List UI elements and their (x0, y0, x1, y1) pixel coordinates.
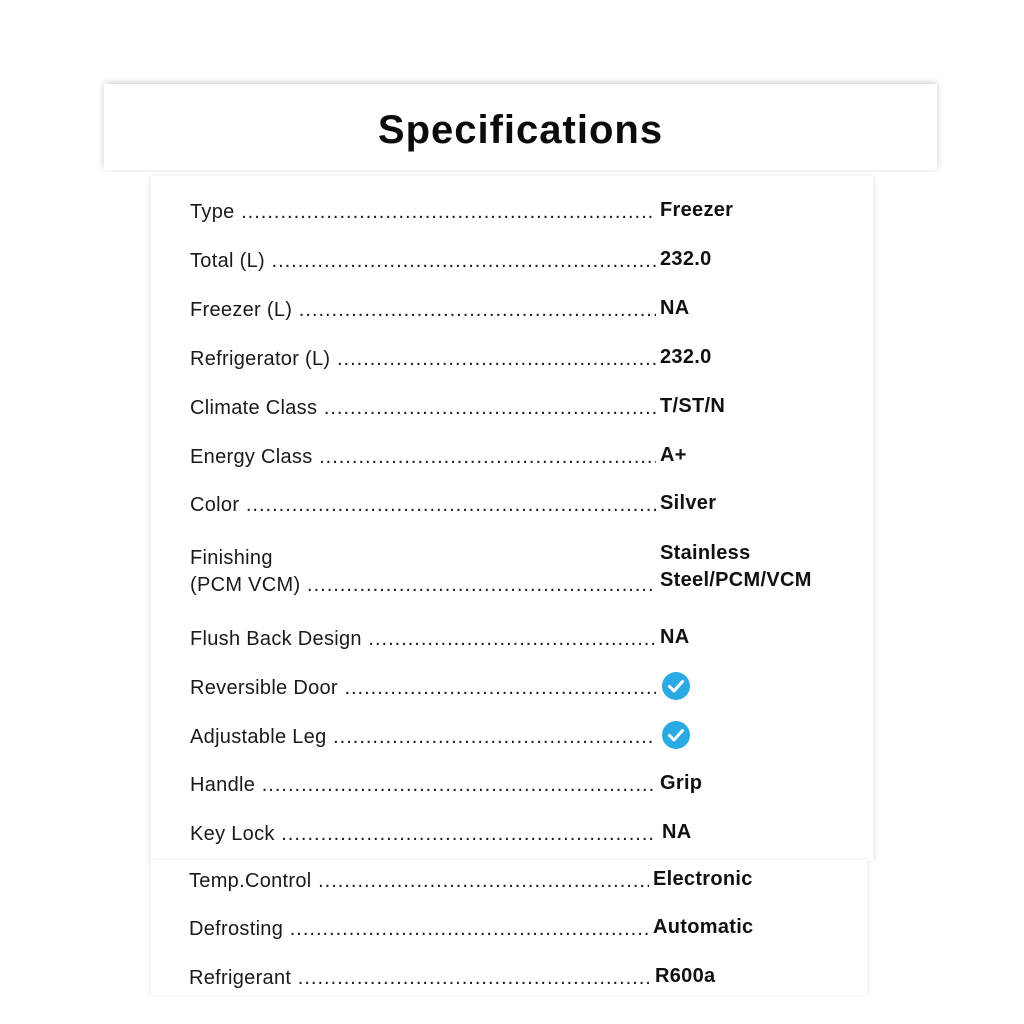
check-circle-icon (662, 672, 690, 700)
spec-label: Total (L) ..... (190, 249, 656, 273)
spec-row-refrigerator (190, 347, 870, 377)
spec-value: 232.0 (660, 346, 712, 368)
spec-value: NA (662, 821, 692, 843)
spec-row-key-lock (190, 822, 870, 852)
page-title: Specifications (377, 108, 664, 152)
spec-value: Grip (660, 772, 703, 794)
spec-label: Freezer (L) ..... (190, 298, 656, 322)
spec-row-climate-class (190, 396, 870, 426)
spec-label: Color ..... (190, 493, 656, 517)
spec-label: Type ..... (190, 200, 656, 224)
spec-value: NA (660, 626, 690, 648)
spec-row-defrosting (189, 917, 869, 947)
spec-label: Reversible Door ..... (190, 676, 656, 700)
spec-value-line2: Steel/PCM/VCM (660, 569, 812, 591)
spec-label: Climate Class ..... (190, 396, 656, 420)
spec-label-line1: Finishing (190, 547, 273, 569)
spec-label: Energy Class ..... (190, 445, 656, 469)
spec-row-energy-class (190, 445, 870, 475)
spec-value-line1: Stainless (660, 542, 751, 564)
spec-row-finishing (190, 542, 870, 602)
spec-label: (PCM VCM) ..... (190, 573, 656, 597)
spec-row-reversible-door (190, 676, 870, 706)
spec-label: Temp.Control ..... (189, 869, 649, 893)
spec-value: A+ (660, 444, 687, 466)
spec-row-adjustable-leg (190, 725, 870, 755)
spec-row-handle (190, 773, 870, 803)
spec-label: Flush Back Design ..... (190, 627, 656, 651)
spec-row-refrigerant (189, 966, 869, 996)
spec-value: 232.0 (660, 248, 712, 270)
spec-value: Silver (660, 492, 717, 514)
spec-label: Refrigerator (L) ..... (190, 347, 656, 371)
spec-row-type (190, 200, 870, 230)
spec-label: Defrosting ..... (189, 917, 649, 941)
spec-row-total (190, 249, 870, 279)
spec-row-freezer (190, 298, 870, 328)
spec-value: Electronic (653, 868, 753, 890)
spec-value: Freezer (660, 199, 734, 221)
header-card (104, 84, 937, 170)
spec-label: Adjustable Leg ..... (190, 725, 656, 749)
check-circle-icon (662, 721, 690, 749)
spec-label: Key Lock ..... (190, 822, 656, 846)
spec-label: Refrigerant ..... (189, 966, 649, 990)
spec-value: T/ST/N (660, 395, 726, 417)
spec-value: R600a (655, 965, 716, 987)
spec-value (660, 540, 860, 594)
spec-value: NA (660, 297, 690, 319)
spec-row-flush-back-design (190, 627, 870, 657)
spec-value: Automatic (653, 916, 754, 938)
spec-row-color (190, 493, 870, 523)
spec-label: Handle ..... (190, 773, 656, 797)
spec-row-temp-control (189, 869, 869, 899)
